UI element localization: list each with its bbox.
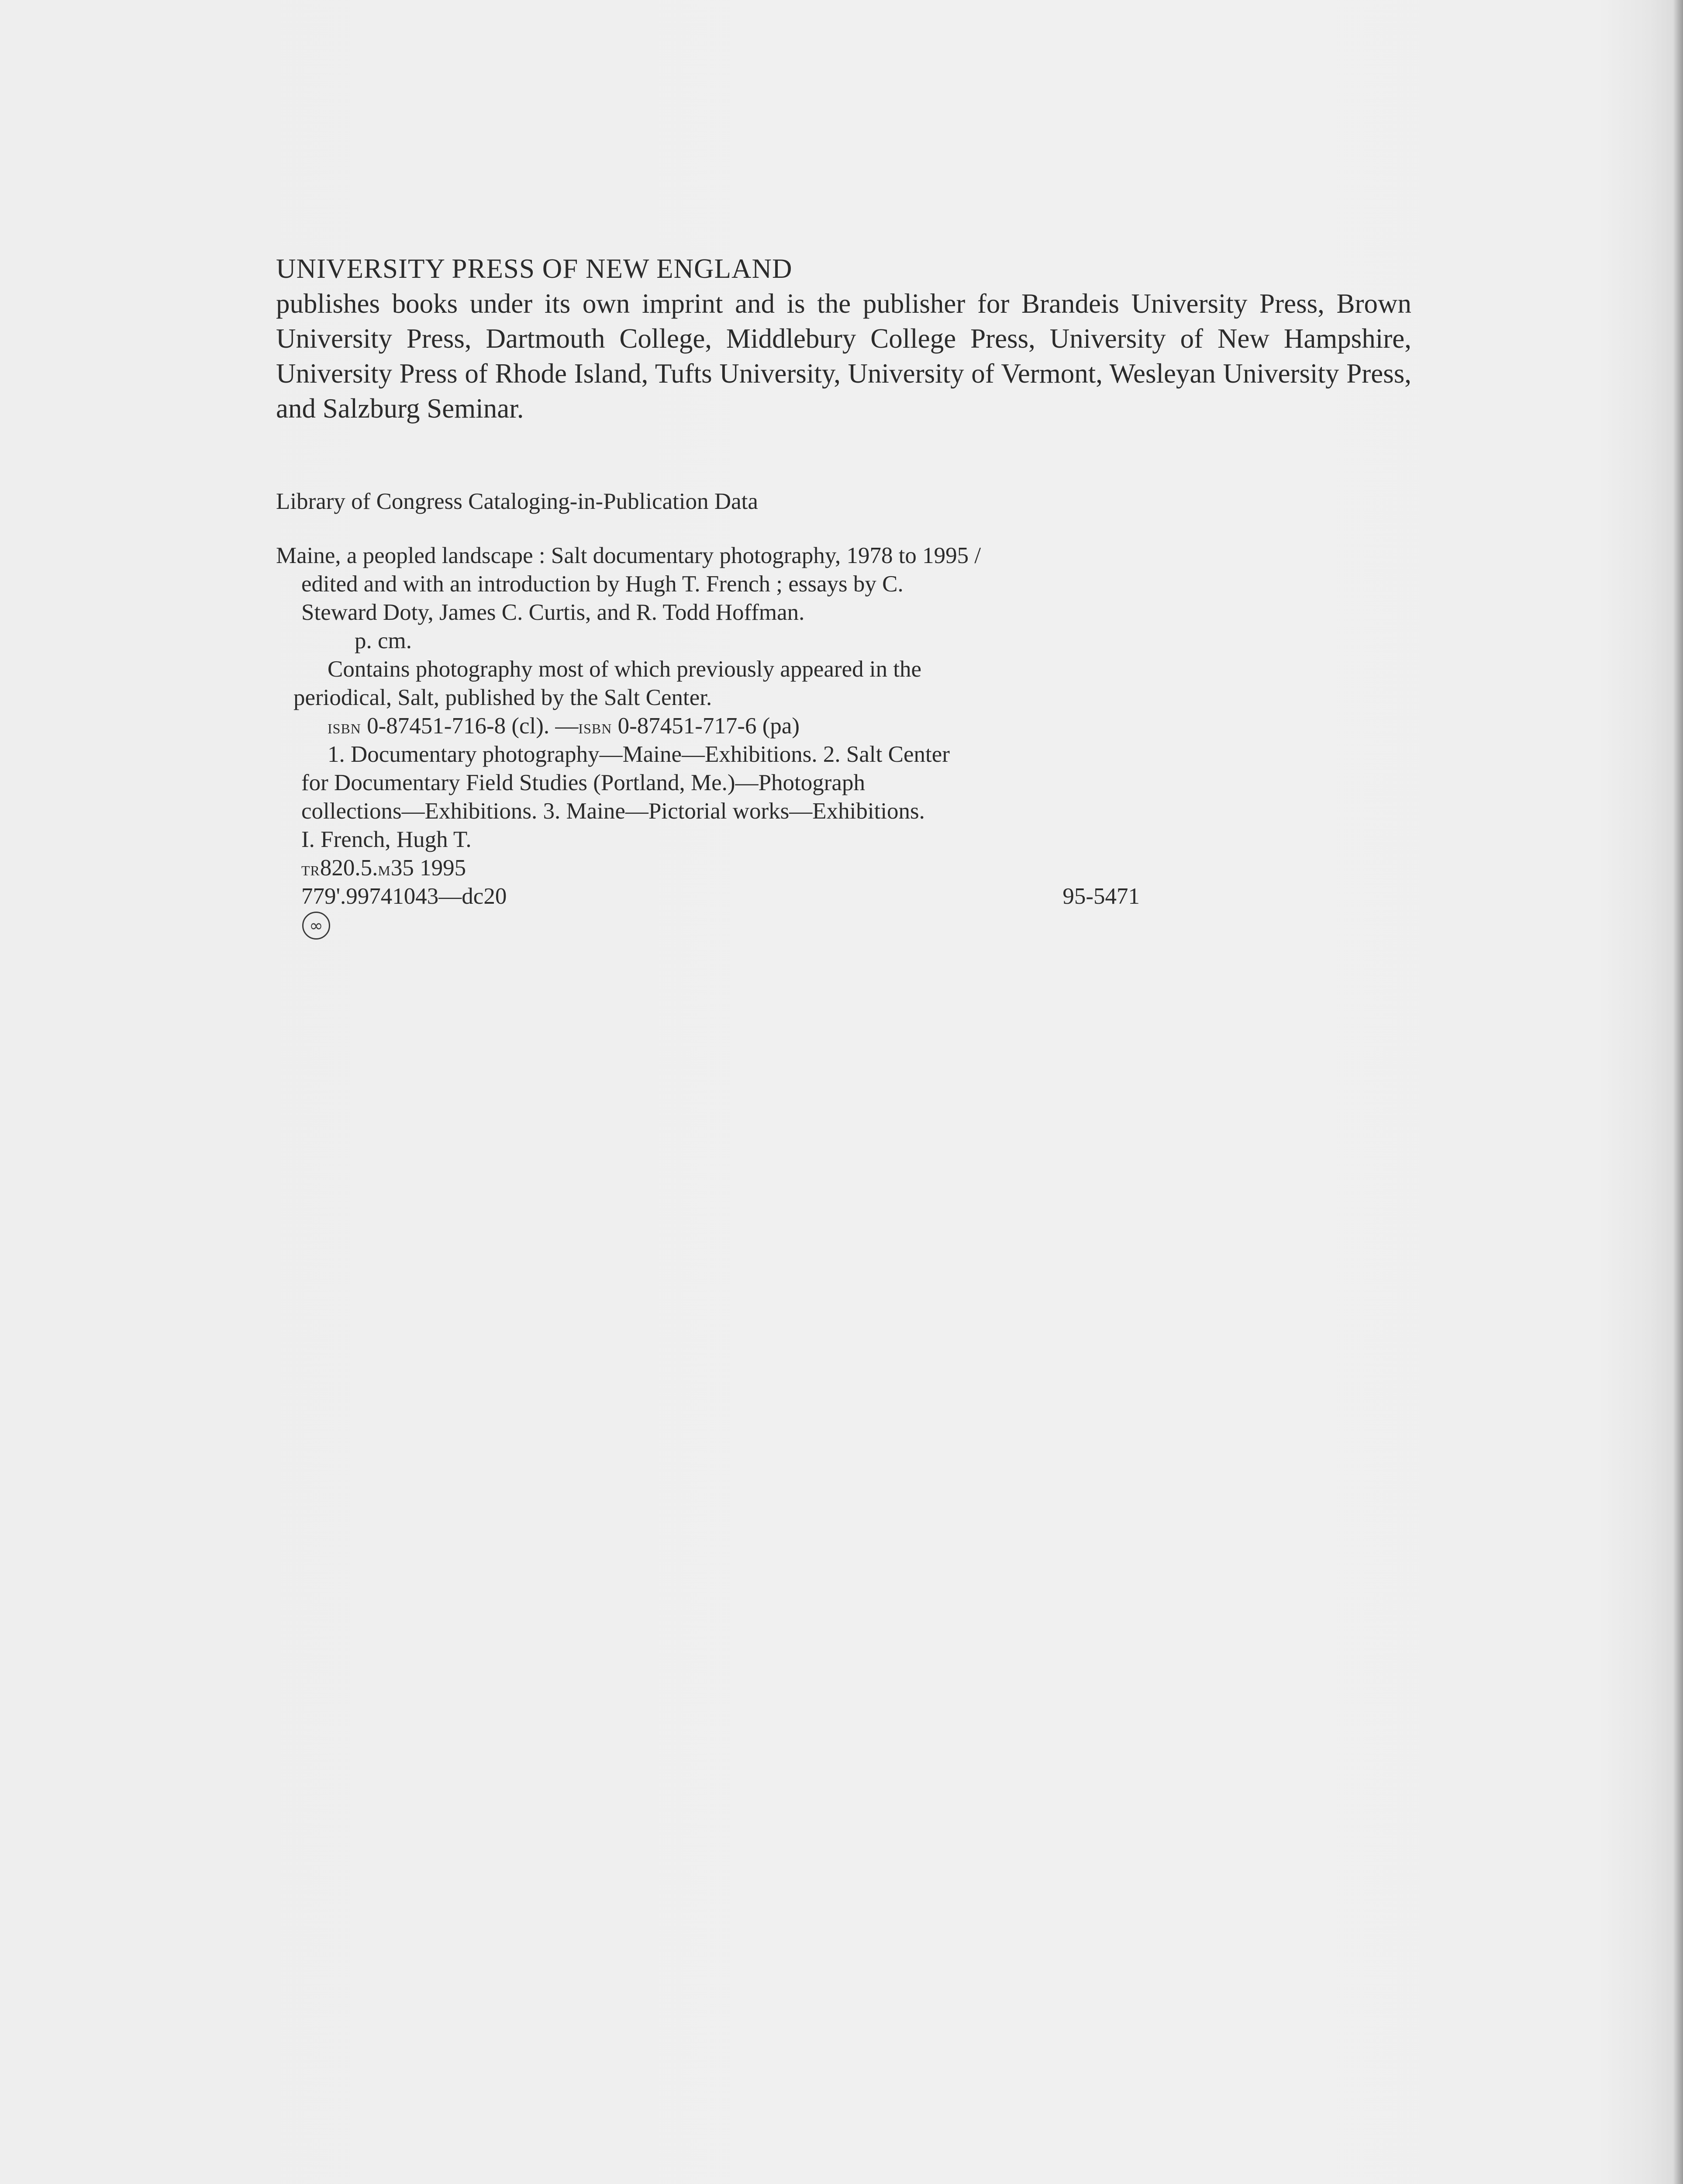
page-edge-shadow [1673, 0, 1683, 2184]
lc-prefix: tr [301, 857, 320, 880]
cip-heading: Library of Congress Cataloging-in-Publication Data [276, 489, 758, 514]
cip-dewey-line [276, 882, 1140, 911]
cip-subjects-line-1: 1. Documentary photography—Maine—Exhibitions. 2. Salt Center [328, 742, 950, 767]
cip-credit-line-2: Steward Doty, James C. Curtis, and R. Todd Hoffman. [301, 600, 805, 625]
cip-subjects-line-3: collections—Exhibitions. 3. Maine—Pictorial works—Exhibitions. [301, 798, 925, 824]
cip-title-line: Maine, a peopled landscape : Salt documentary photography, 1978 to 1995 / [276, 543, 981, 568]
lc-cutter: 35 1995 [390, 855, 466, 881]
lc-class: 820.5. [320, 855, 378, 881]
cip-added-entry: I. French, Hugh T. [301, 827, 472, 852]
publisher-name: UNIVERSITY PRESS OF NEW ENGLAND [276, 253, 793, 284]
isbn-value-1: 0-87451-716-8 (cl). — [367, 713, 579, 739]
publisher-block [276, 251, 1411, 426]
cip-isbn-line [276, 712, 1158, 740]
isbn-value-2: 0-87451-717-6 (pa) [617, 713, 800, 739]
lccn-number: 95-5471 [1062, 884, 1140, 909]
cip-subjects-line-2: for Documentary Field Studies (Portland, Me.)—Photograph [301, 770, 865, 795]
cip-note-line-2: periodical, Salt, published by the Salt Center. [293, 685, 712, 710]
cip-collation: p. cm. [355, 628, 412, 653]
dewey-number: 779'.99741043—dc20 [301, 884, 507, 909]
publisher-description: publishes books under its own imprint and is the publisher for Brandeis University Press, Brown University Press, Dartmouth College, Middlebury College Press, University of New Hampshire, University Press of Rhode Island, Tufts University, University of Vermont, Wesleyan University Press, and Salzburg Seminar. [276, 288, 1411, 424]
isbn-label-2: isbn [578, 715, 612, 738]
infinity-circle-icon: ∞ [302, 912, 330, 940]
cip-lc-call-number [276, 854, 1158, 882]
cip-note-line-1: Contains photography most of which previously appeared in the [328, 657, 922, 682]
lc-cutter-prefix: m [378, 857, 391, 880]
isbn-label-1: isbn [328, 715, 361, 738]
cip-credit-line-1: edited and with an introduction by Hugh T. French ; essays by C. [301, 571, 904, 597]
cip-record [276, 542, 1158, 911]
